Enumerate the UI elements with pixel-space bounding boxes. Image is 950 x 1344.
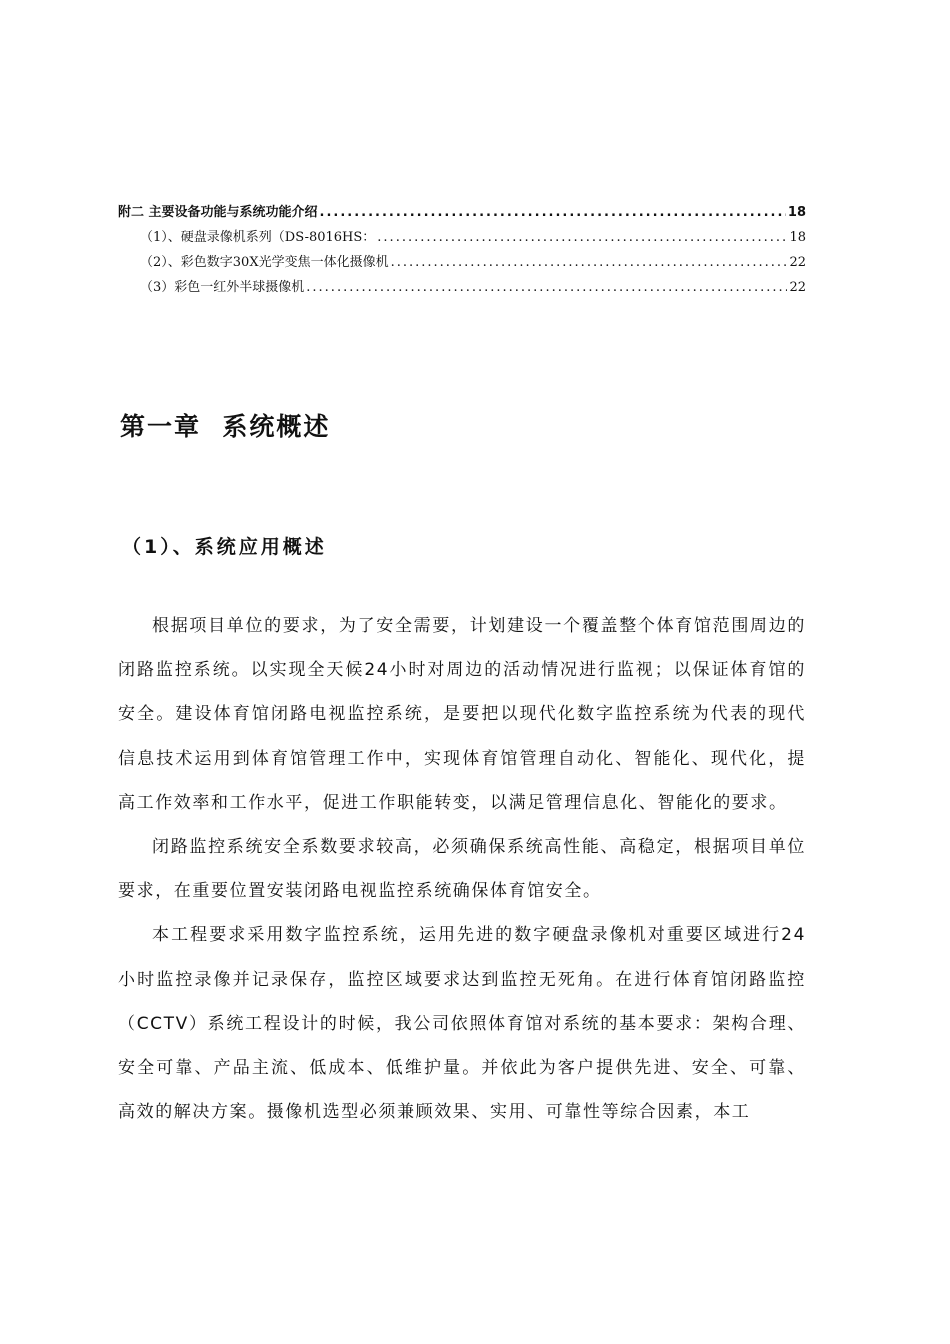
chapter-title: 第一章 系统概述 bbox=[120, 411, 331, 441]
toc-leader-dots bbox=[320, 200, 786, 225]
toc-page-number: 18 bbox=[789, 230, 806, 245]
toc-entry-zoom-camera[interactable] bbox=[118, 250, 806, 275]
toc-entry-label: （1）、硬盘录像机系列（DS-8016HS： bbox=[140, 230, 376, 245]
toc-leader-dots bbox=[377, 225, 787, 250]
toc-leader-dots bbox=[391, 250, 788, 275]
toc-page-number: 22 bbox=[789, 280, 806, 295]
toc-entry-dvr-series[interactable] bbox=[118, 225, 806, 250]
body-text bbox=[118, 604, 806, 1134]
toc-leader-dots bbox=[306, 275, 787, 300]
toc-entry-dome-camera[interactable] bbox=[118, 275, 806, 300]
body-paragraph: 闭路监控系统安全系数要求较高，必须确保系统高性能、高稳定，根据项目单位要求，在重要位置安装闭路电视监控系统确保体育馆安全。 bbox=[118, 837, 806, 902]
body-paragraph: 本工程要求采用数字监控系统，运用先进的数字硬盘录像机对重要区域进行24小时监控录像并记录保存，监控区域要求达到监控无死角。在进行体育馆闭路监控（CCTV）系统工程设计的时候，我公司依照体育馆对系统的基本要求：架构合理、安全可靠、产品主流、低成本、低维护量。并依此为客户提供先进、安全、可靠、高效的解决方案。摄像机选型必须兼顾效果、实用、可靠性等综合因素，本工 bbox=[118, 925, 806, 1123]
section-title: （1）、系统应用概述 bbox=[122, 535, 327, 558]
toc-entry-label: 附二 主要设备功能与系统功能介绍 bbox=[118, 205, 318, 220]
toc-entry-appendix-2[interactable] bbox=[118, 200, 806, 225]
toc-entry-label: （3）彩色一红外半球摄像机 bbox=[140, 280, 305, 295]
body-paragraph: 根据项目单位的要求，为了安全需要，计划建设一个覆盖整个体育馆范围周边的闭路监控系统。以实现全天候24小时对周边的活动情况进行监视；以保证体育馆的安全。建设体育馆闭路电视监控系统，是要把以现代化数字监控系统为代表的现代信息技术运用到体育馆管理工作中，实现体育馆管理自动化、智能化、现代化，提高工作效率和工作水平，促进工作职能转变，以满足管理信息化、智能化的要求。 bbox=[118, 616, 806, 813]
toc-page-number: 18 bbox=[787, 205, 806, 220]
toc-entry-label: （2）、彩色数字30X光学变焦一体化摄像机 bbox=[140, 255, 389, 270]
toc-page-number: 22 bbox=[789, 255, 806, 270]
table-of-contents bbox=[118, 200, 806, 300]
